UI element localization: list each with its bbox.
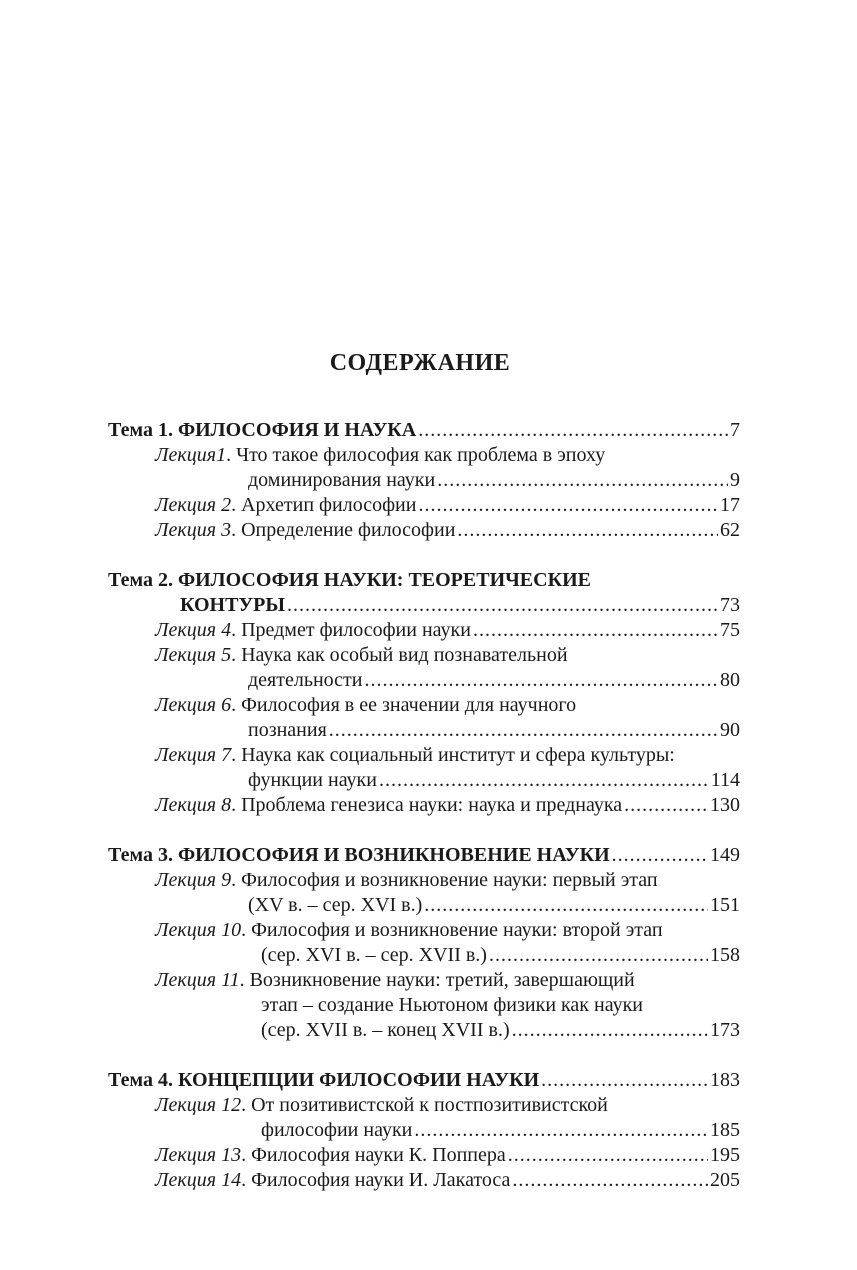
toc-lecture-title: . Философия науки И. Лакатоса xyxy=(241,1169,511,1191)
toc-lecture-line xyxy=(108,993,740,1018)
toc-theme-line xyxy=(108,1068,740,1093)
toc-lecture-line xyxy=(108,1018,740,1043)
toc-lecture-line xyxy=(108,668,740,693)
toc-lecture-line xyxy=(108,943,740,968)
toc-theme-title: Тема 4. КОНЦЕПЦИИ ФИЛОСОФИИ НАУКИ xyxy=(108,1069,540,1091)
section-spacer xyxy=(108,543,740,568)
toc-lecture-text xyxy=(155,869,658,891)
toc-lecture-label: Лекция 11 xyxy=(155,969,240,991)
toc-theme-line xyxy=(108,593,740,618)
section-spacer xyxy=(108,1043,740,1068)
toc-lecture-label: Лекция 5 xyxy=(155,644,232,666)
toc-lecture-line xyxy=(108,743,740,768)
toc-page-number: 205 xyxy=(710,1169,740,1191)
toc-lecture-label: Лекция1 xyxy=(155,444,227,466)
toc-lecture-line xyxy=(108,693,740,718)
dot-leader xyxy=(379,768,709,793)
toc-page-number: 158 xyxy=(710,944,740,966)
toc-lecture-label: Лекция 10 xyxy=(155,919,242,941)
toc-lecture-line xyxy=(108,868,740,893)
dot-leader xyxy=(541,1068,708,1093)
section-spacer xyxy=(108,818,740,843)
toc-page-number: 173 xyxy=(710,1019,740,1041)
toc-lecture-label: Лекция 3 xyxy=(155,519,232,541)
dot-leader xyxy=(612,843,708,868)
dot-leader xyxy=(512,1168,708,1193)
toc-lecture-text xyxy=(248,468,435,493)
dot-leader xyxy=(287,593,718,618)
toc-lecture-title: . Архетип философии xyxy=(231,494,417,516)
toc-lecture-text xyxy=(155,518,455,543)
dot-leader xyxy=(414,1118,708,1143)
dot-leader xyxy=(437,468,728,493)
toc-lecture-title: . Наука как социальный институт и сфера культуры: xyxy=(231,744,675,766)
toc-theme-title: КОНТУРЫ xyxy=(180,594,285,616)
dot-leader xyxy=(512,1018,708,1043)
dot-leader xyxy=(624,793,708,818)
toc-lecture-title: функции науки xyxy=(248,769,377,791)
page-title: СОДЕРЖАНИЕ xyxy=(329,350,511,376)
dot-leader xyxy=(489,943,708,968)
toc-lecture-title: философии науки xyxy=(261,1119,413,1141)
toc-page-number: 114 xyxy=(710,769,740,791)
toc-lecture-title: . Философия и возникновение науки: второй этап xyxy=(241,919,663,941)
dot-leader xyxy=(508,1143,708,1168)
toc-page-number: 7 xyxy=(730,419,740,441)
toc-theme-line xyxy=(108,568,740,593)
toc-theme-title: Тема 3. ФИЛОСОФИЯ И ВОЗНИКНОВЕНИЕ НАУКИ xyxy=(108,844,610,866)
dot-leader xyxy=(418,418,728,443)
toc-lecture-line xyxy=(108,468,740,493)
toc-lecture-line xyxy=(108,1168,740,1193)
toc-page-number: 185 xyxy=(710,1119,740,1141)
toc-lecture-text xyxy=(248,768,377,793)
toc-lecture-title: . Философия в ее значении для научного xyxy=(231,694,577,716)
toc-lecture-line xyxy=(108,968,740,993)
toc-lecture-title: . Возникновение науки: третий, завершающий xyxy=(239,969,635,991)
toc-lecture-title: доминирования науки xyxy=(248,469,436,491)
toc-lecture-label: Лекция 4 xyxy=(155,619,232,641)
dot-leader xyxy=(457,518,718,543)
toc-lecture-label: Лекция 7 xyxy=(155,744,232,766)
toc-lecture-text xyxy=(155,1168,510,1193)
toc-lecture-text xyxy=(155,644,568,666)
toc-lecture-title: . Наука как особый вид познавательной xyxy=(231,644,568,666)
toc-lecture-text xyxy=(248,893,422,918)
toc-lecture-line xyxy=(108,1093,740,1118)
toc-lecture-text xyxy=(261,1118,412,1143)
toc-lecture-label: Лекция 6 xyxy=(155,694,232,716)
toc-lecture-text xyxy=(155,618,471,643)
toc-page-number: 195 xyxy=(710,1144,740,1166)
toc-theme-title: Тема 2. ФИЛОСОФИЯ НАУКИ: ТЕОРЕТИЧЕСКИЕ xyxy=(108,569,591,591)
toc-lecture-title: . Что такое философия как проблема в эпоху xyxy=(226,444,606,466)
toc-page-number: 183 xyxy=(710,1069,740,1091)
toc-page-number: 151 xyxy=(710,894,740,916)
toc-lecture-label: Лекция 12 xyxy=(155,1094,242,1116)
toc-lecture-label: Лекция 14 xyxy=(155,1169,242,1191)
toc-page-number: 9 xyxy=(730,469,740,491)
toc-lecture-text xyxy=(155,1094,608,1116)
toc-lecture-line xyxy=(108,518,740,543)
toc-lecture-text xyxy=(155,1143,506,1168)
toc-lecture-line xyxy=(108,493,740,518)
toc-lecture-text xyxy=(248,718,327,743)
toc-lecture-line xyxy=(108,1118,740,1143)
toc-theme-line xyxy=(108,843,740,868)
toc-page-number: 149 xyxy=(710,844,740,866)
toc-lecture-title: этап – создание Ньютоном физики как науки xyxy=(261,994,644,1016)
toc-lecture-title: . Проблема генезиса науки: наука и преднаука xyxy=(231,794,623,816)
toc-lecture-text xyxy=(155,493,416,518)
toc-page-number: 62 xyxy=(720,519,740,541)
toc-lecture-line xyxy=(108,1143,740,1168)
toc-page-number: 17 xyxy=(720,494,740,516)
dot-leader xyxy=(365,668,719,693)
toc-lecture-title: (сер. XVI в. – сер. XVII в.) xyxy=(261,944,487,966)
toc-lecture-line xyxy=(108,918,740,943)
toc-lecture-label: Лекция 8 xyxy=(155,794,232,816)
toc-page-number: 80 xyxy=(720,669,740,691)
toc-lecture-title: . От позитивистской к постпозитивистской xyxy=(241,1094,608,1116)
toc-lecture-title: деятельности xyxy=(248,669,363,691)
table-of-contents xyxy=(108,418,740,1193)
toc-lecture-line xyxy=(108,793,740,818)
toc-lecture-title: . Философия науки К. Поппера xyxy=(241,1144,506,1166)
toc-lecture-text xyxy=(261,994,643,1016)
toc-page-number: 75 xyxy=(720,619,740,641)
toc-lecture-text xyxy=(155,919,663,941)
toc-lecture-line xyxy=(108,443,740,468)
toc-lecture-text xyxy=(155,694,576,716)
dot-leader xyxy=(329,718,718,743)
toc-lecture-title: (сер. XVII в. – конец XVII в.) xyxy=(261,1019,510,1041)
toc-lecture-text xyxy=(155,444,605,466)
toc-theme-title: Тема 1. ФИЛОСОФИЯ И НАУКА xyxy=(108,419,417,441)
toc-lecture-line xyxy=(108,718,740,743)
toc-lecture-line xyxy=(108,768,740,793)
dot-leader xyxy=(473,618,718,643)
toc-page-number: 73 xyxy=(720,594,740,616)
toc-lecture-line xyxy=(108,893,740,918)
toc-lecture-label: Лекция 9 xyxy=(155,869,232,891)
toc-lecture-text xyxy=(261,1018,510,1043)
toc-page-number: 90 xyxy=(720,719,740,741)
toc-theme-line xyxy=(108,418,740,443)
toc-lecture-text xyxy=(155,744,675,766)
toc-page-number: 130 xyxy=(710,794,740,816)
toc-lecture-title: познания xyxy=(248,719,327,741)
toc-lecture-line xyxy=(108,618,740,643)
toc-lecture-text xyxy=(155,969,635,991)
toc-lecture-text xyxy=(261,943,487,968)
dot-leader xyxy=(418,493,718,518)
toc-lecture-label: Лекция 13 xyxy=(155,1144,242,1166)
toc-lecture-text xyxy=(248,668,363,693)
toc-lecture-title: (XV в. – сер. XVI в.) xyxy=(248,894,423,916)
toc-lecture-text xyxy=(155,793,622,818)
toc-lecture-label: Лекция 2 xyxy=(155,494,232,516)
toc-lecture-title: . Философия и возникновение науки: первый этап xyxy=(231,869,658,891)
toc-lecture-line xyxy=(108,643,740,668)
dot-leader xyxy=(424,893,708,918)
toc-lecture-title: . Определение философии xyxy=(231,519,456,541)
toc-lecture-title: . Предмет философии науки xyxy=(231,619,471,641)
